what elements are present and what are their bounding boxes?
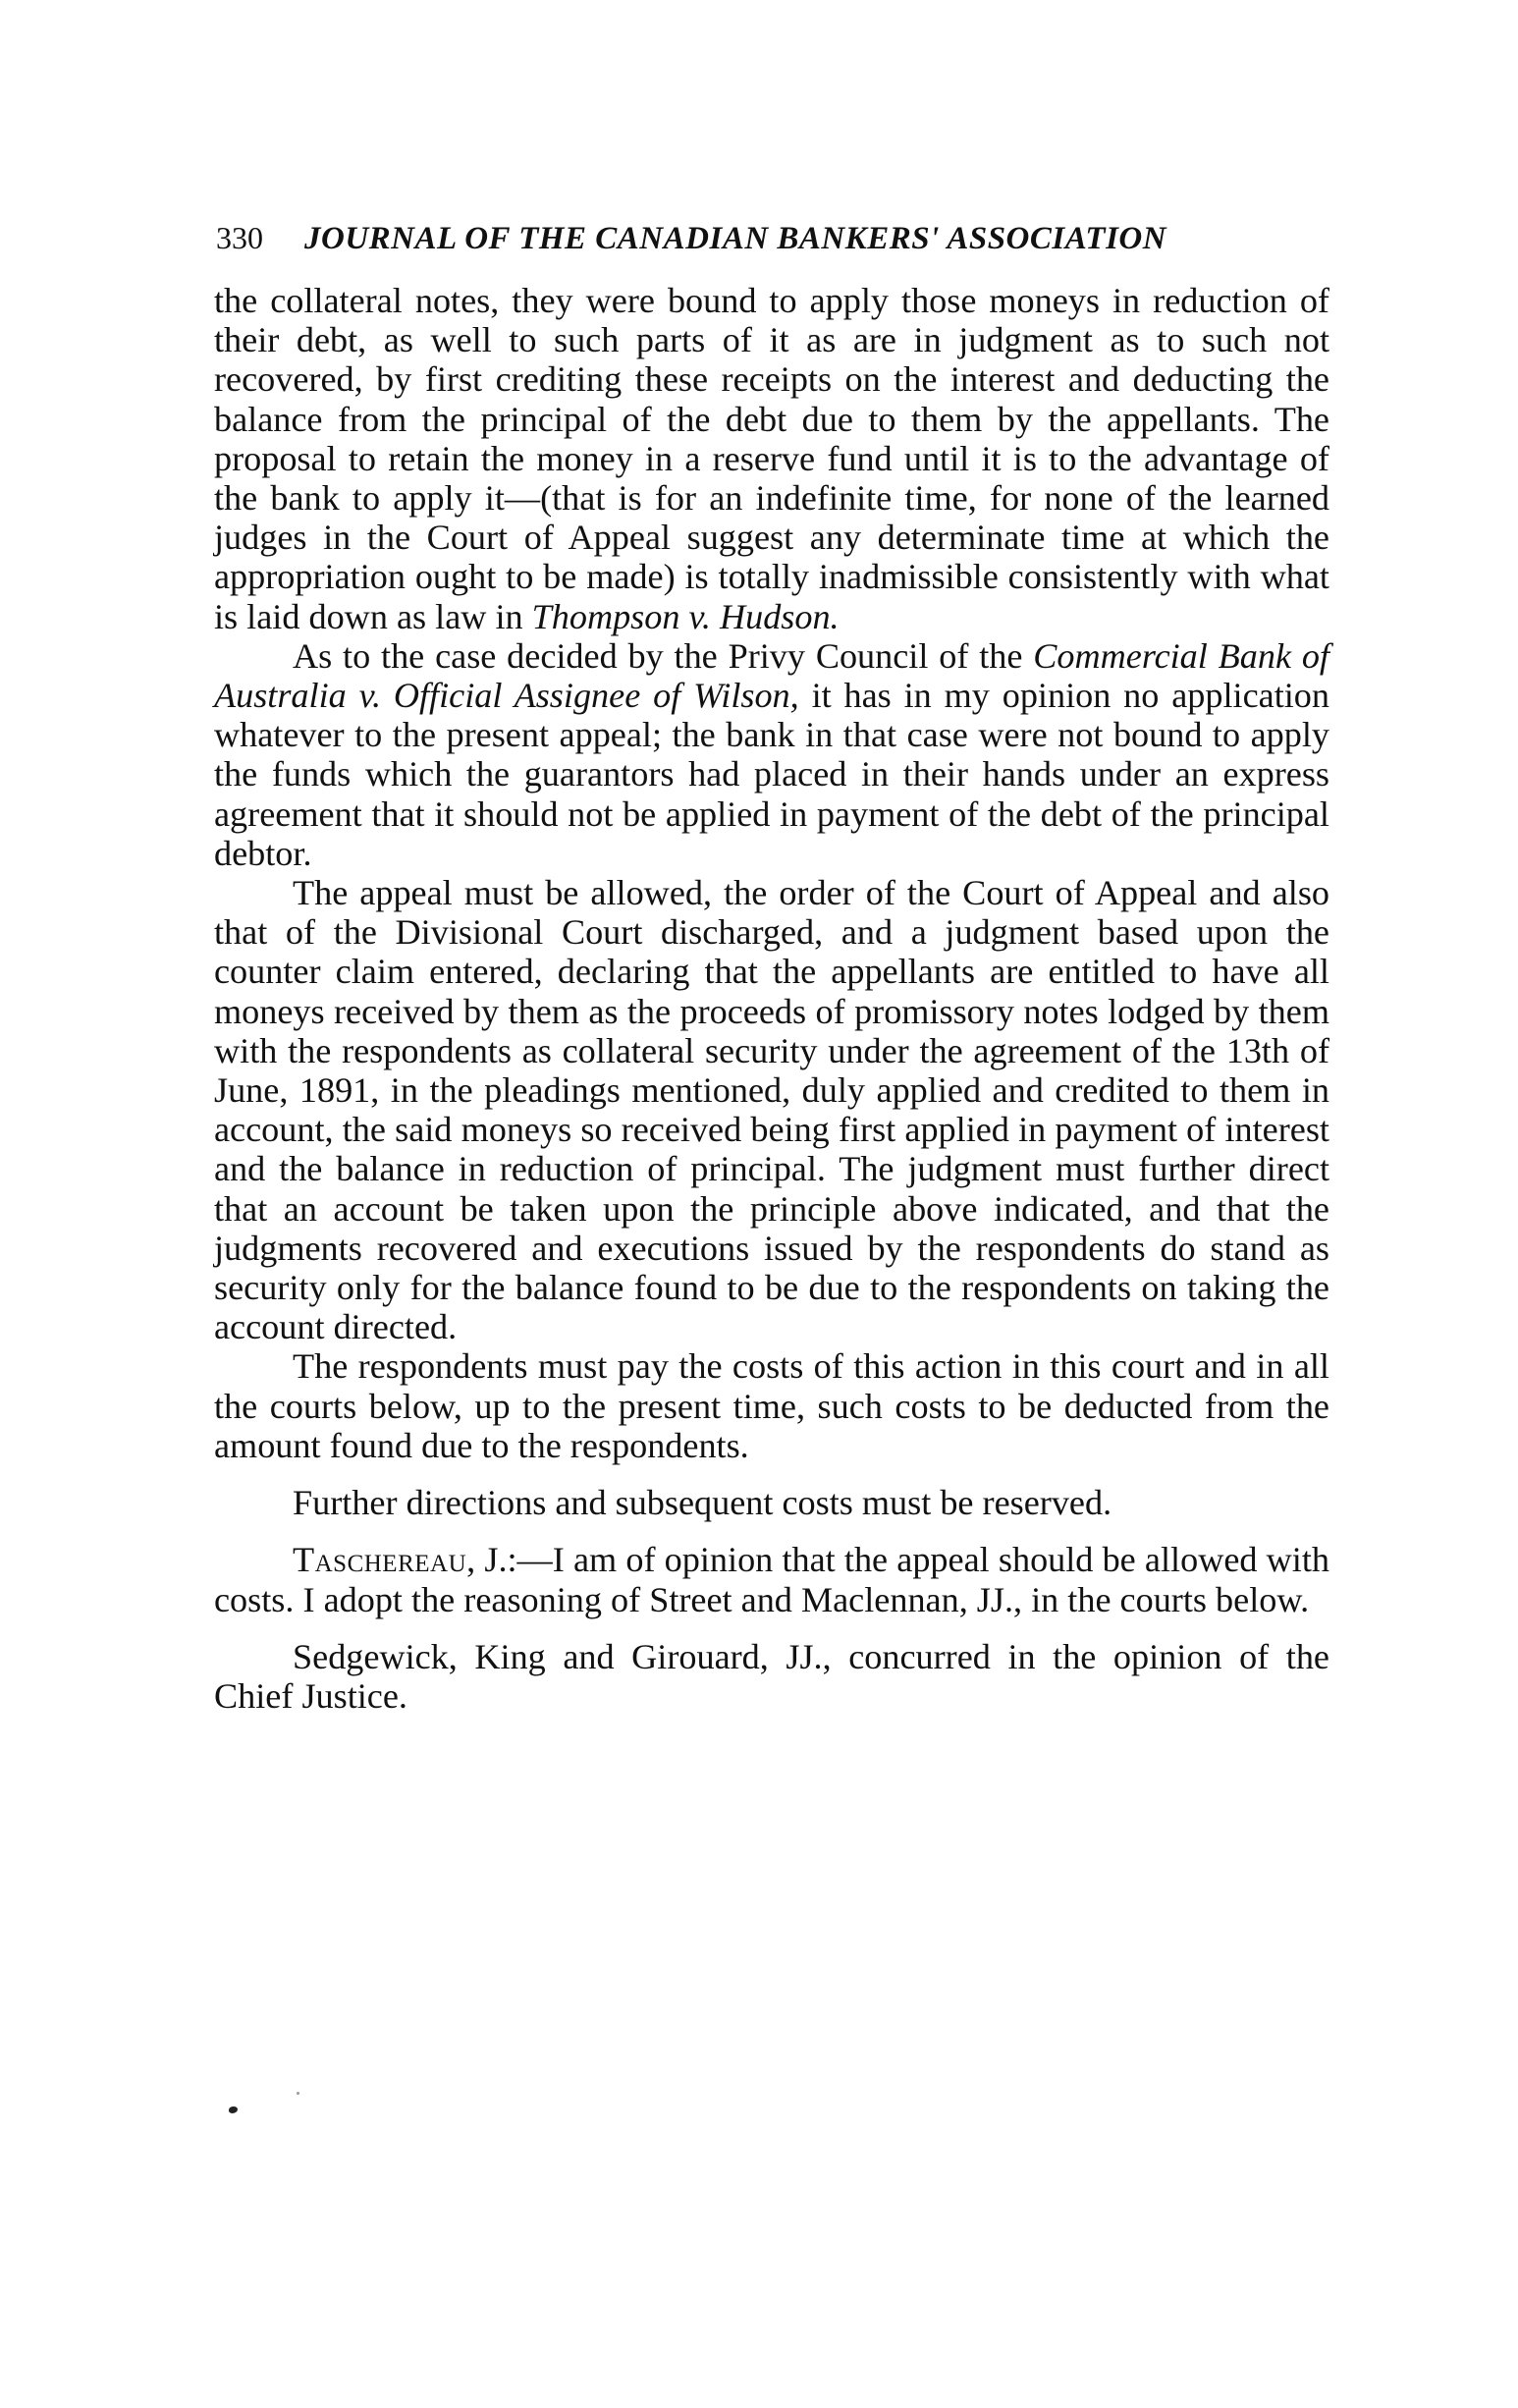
text-run: the collateral notes, they were bound to apply those moneys in reduction of their debt, as well to such parts of it as are in judgment as to such not recovered, by first crediting these receipts on the interest and deducting the balance from the principal of the debt due to them by the appellants. The proposal to retain the money in a reserve fund until it is to the advantage of the bank to apply it—(that is for an indefinite time, for none of the learned judges in the Court of Appeal suggest any determinate time at which the appropriation ought to be made) is totally inadmissible consistently with what is laid down as law in [214, 281, 1329, 636]
paragraph [214, 281, 1329, 636]
text-run: The appeal must be allowed, the order of the Court of Appeal and also that of the Divisional Court discharged, and a judgment based upon the counter claim entered, declaring that the appellants are entitled to have all moneys received by them as the proceeds of promissory notes lodged by them with the respondents as collateral security under the agreement of the 13th of June, 1891, in the pleadings mentioned, duly applied and credited to them in account, the said moneys so received being first applied in payment of interest and the balance in reduction of principal. The judgment must further direct that an account be taken upon the principle above indicated, and that the judgments recovered and executions issued by the respondents do stand as security only for the balance found to be due to the respondents on taking the account directed. [214, 873, 1329, 1347]
text-run: Further directions and subsequent costs must be reserved. [293, 1483, 1112, 1523]
page-number: 330 [216, 220, 263, 255]
paragraph [214, 1483, 1329, 1522]
paragraph [214, 1637, 1329, 1716]
ink-speck [297, 2092, 299, 2095]
text-run: Sedgewick, King and Girouard, JJ., concurred in the opinion of the Chief Justice. [214, 1636, 1329, 1716]
ink-speck [229, 2107, 238, 2113]
italic-text: Commercial Bank of Australia v. Official Assignee of Wilson, [214, 635, 1329, 716]
body-text [214, 281, 1329, 1716]
paragraph [214, 1540, 1329, 1618]
paragraph [214, 1346, 1329, 1465]
paragraph [214, 636, 1329, 873]
page-header [216, 218, 1326, 258]
running-title: JOURNAL OF THE CANADIAN BANKERS' ASSOCIATION [304, 221, 1167, 256]
text-run: The respondents must pay the costs of this action in this court and in all the courts below, up to the present time, such costs to be deducted from the amount found due to the respondents. [214, 1346, 1329, 1465]
text-run: , J.:—I am of opinion that the appeal should be allowed with costs. I adopt the reasoning of Street and Maclennan, JJ., in the courts below. [214, 1540, 1329, 1619]
text-run: As to the case decided by the Privy Council of the [293, 635, 1034, 676]
italic-text: Thompson v. Hudson. [531, 596, 840, 636]
text-run: it has in my opinion no application whatever to the present appeal; the bank in that case were not bound to apply the funds which the guarantors had placed in their hands under an express agreement that it should not be applied in payment of the debt of the principal debtor. [214, 676, 1329, 873]
small-caps-text: Taschereau [293, 1540, 467, 1580]
paragraph [214, 873, 1329, 1346]
